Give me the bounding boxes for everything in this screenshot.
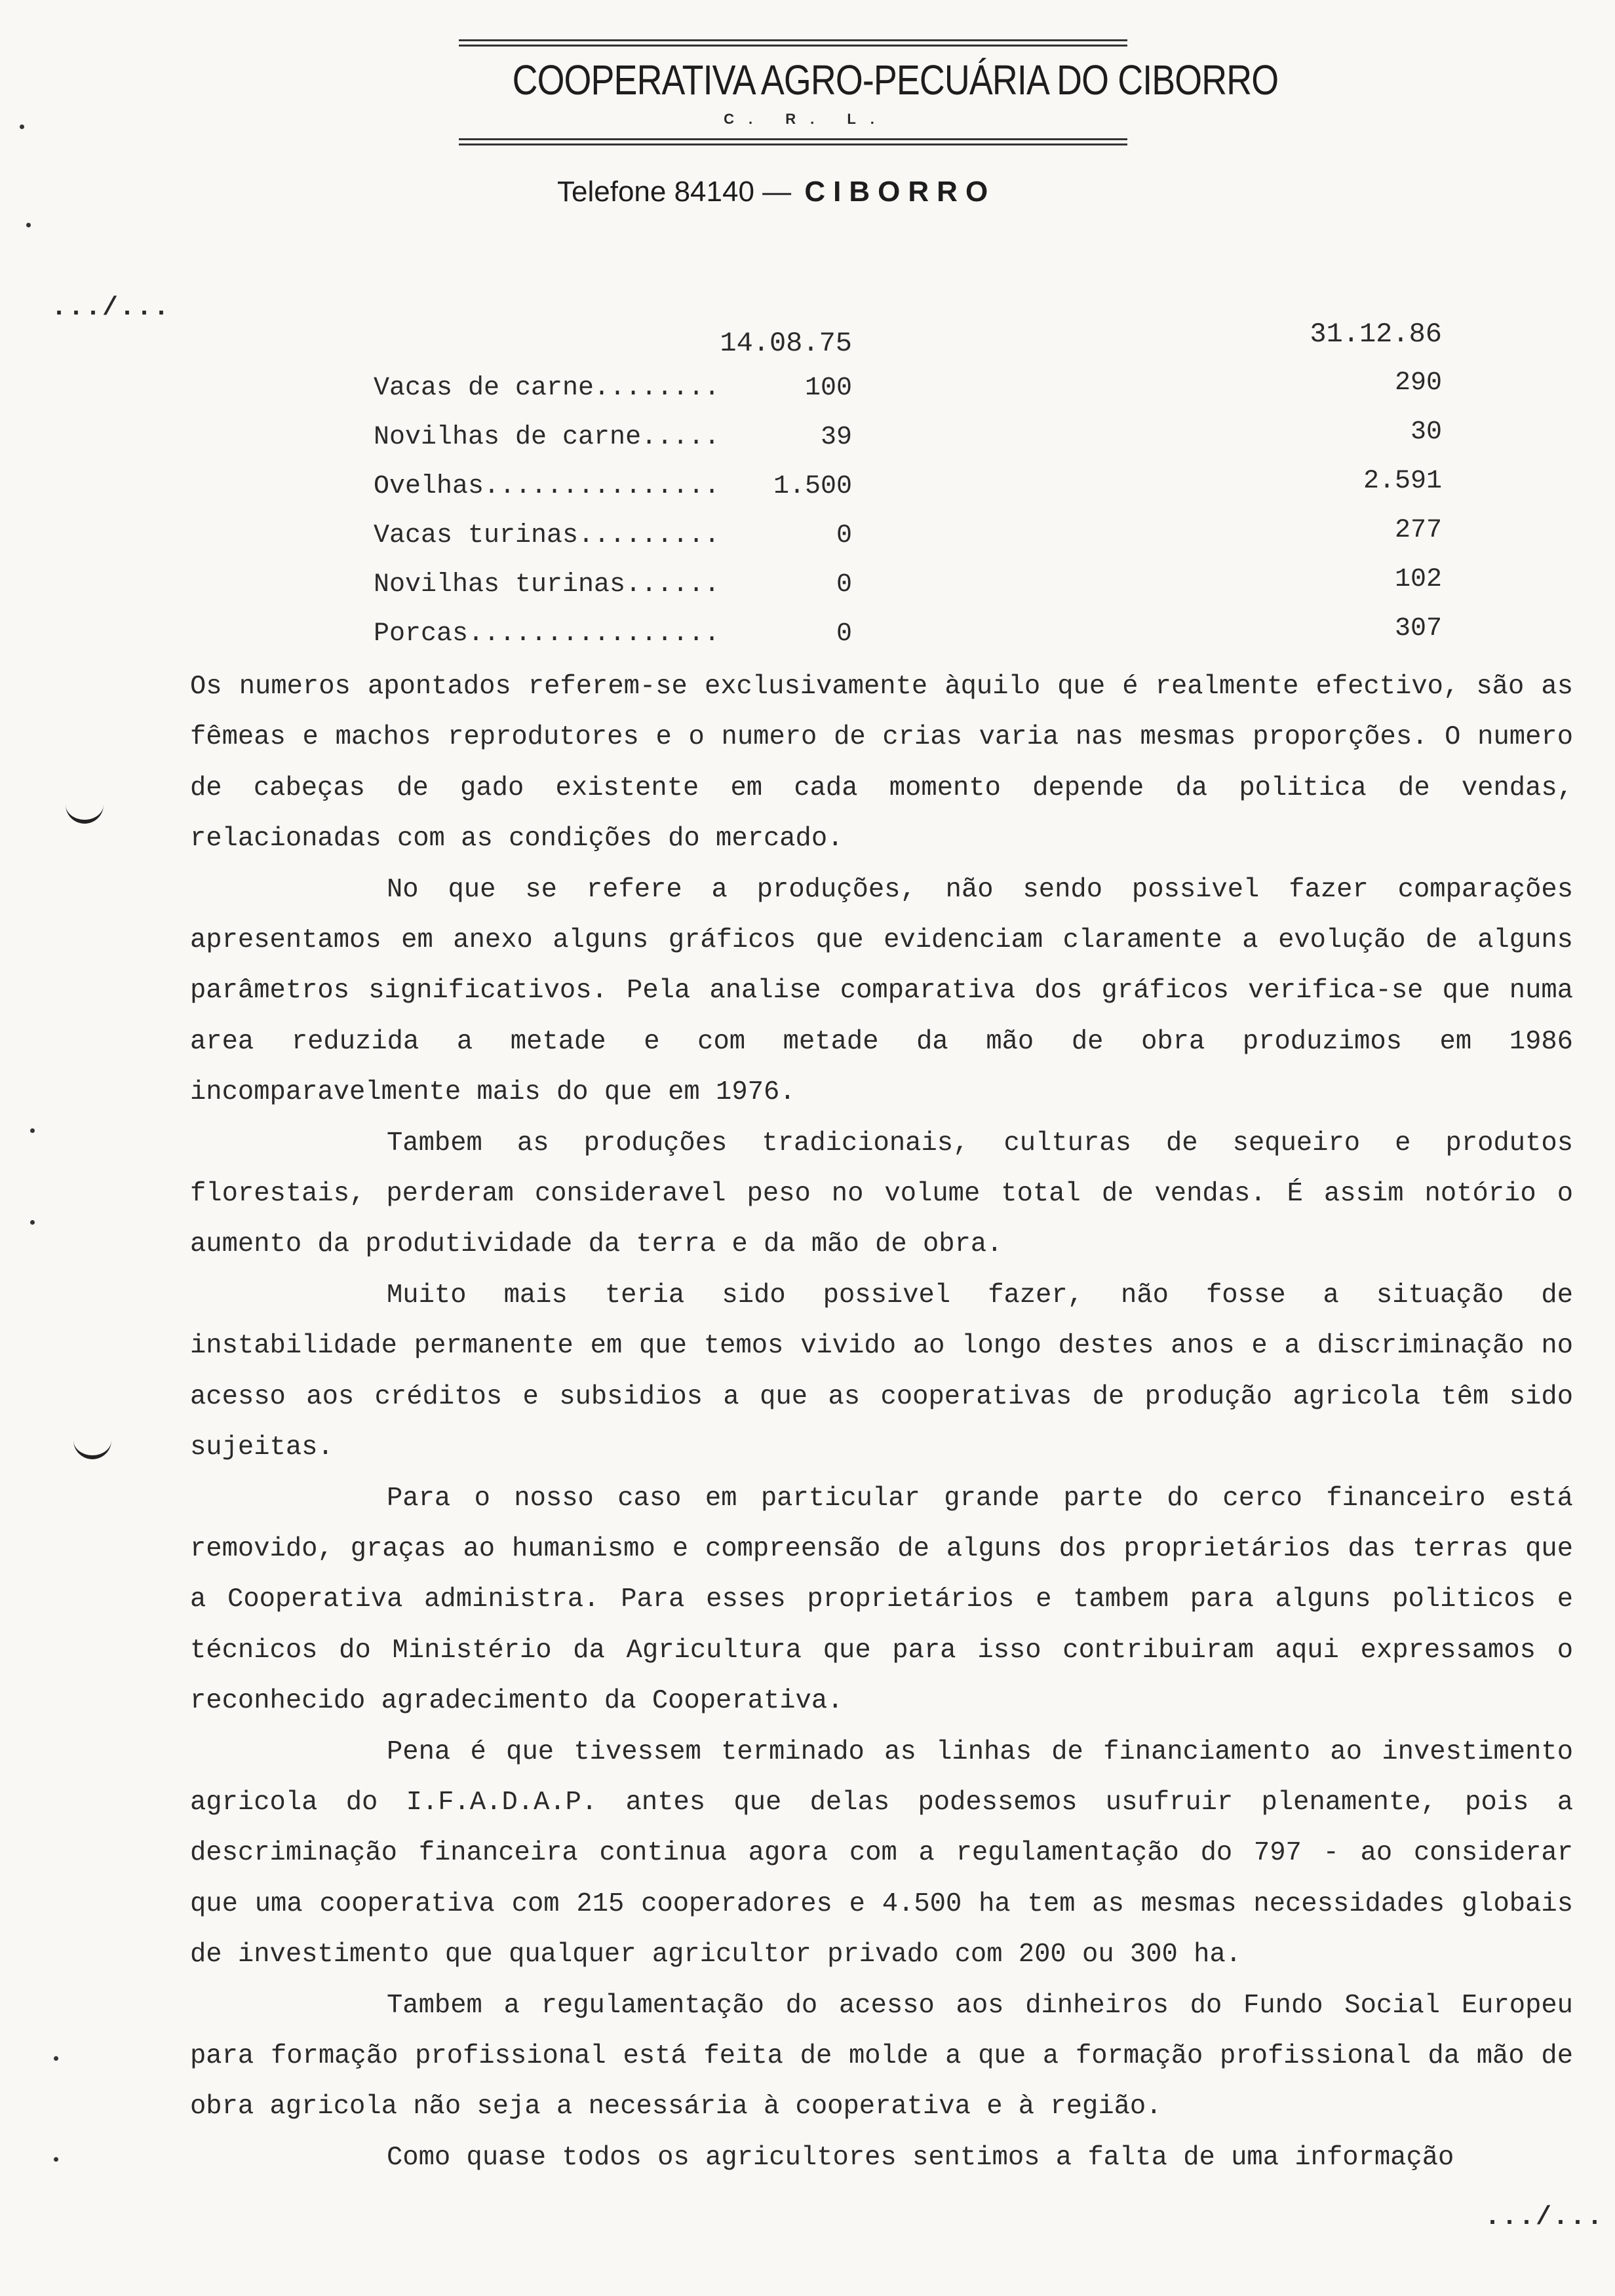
- livestock-value-1986: 277: [1394, 516, 1442, 545]
- speck: [30, 1220, 35, 1225]
- livestock-label: Vacas de carne........: [374, 373, 720, 403]
- livestock-label: Vacas turinas.........: [374, 521, 720, 550]
- livestock-value-1975: 0: [836, 570, 852, 600]
- phone-line: [557, 176, 996, 208]
- speck: [20, 124, 24, 129]
- livestock-label: Novilhas de carne.....: [374, 423, 720, 452]
- body-paragraph: Tambem a regulamentação do acesso aos dinheiros do Fundo Social Europeu para formação profissional está feita de molde a que a formação profissional da mão de obra agricola não seja a necessária à cooperativa e à região.: [190, 1990, 1573, 2122]
- speck: [54, 2056, 58, 2061]
- letterhead: [459, 39, 1279, 150]
- organization-name: COOPERATIVA AGRO-PECUÁRIA DO CIBORRO: [512, 56, 1279, 104]
- livestock-value-1986: 2.591: [1363, 467, 1442, 496]
- body-paragraph: Pena é que tivessem terminado as linhas de financiamento ao investimento agricola do I.F.A.D.A.P. antes que delas podessemos usufruir plenamente, pois a descriminação financeira continua agora com a regulamentação do 797 - ao considerar que uma cooperativa com 215 cooperadores e 4.500 ha tem as mesmas necessidades globais de investimento que qualquer agricultor privado com 200 ou 300 ha.: [190, 1736, 1573, 1970]
- body-paragraph: Para o nosso caso em particular grande parte do cerco financeiro está removido, graças ao humanismo e compreensão de alguns dos proprietários das terras que a Cooperativa administra. Para esses proprietários e tambem para alguns politicos e técnicos do Ministério da Agricultura que para isso contribuiram aqui expressamos o reconhecido agradecimento da Cooperativa.: [190, 1483, 1573, 1717]
- livestock-value-1975: 100: [804, 373, 852, 403]
- livestock-label: Porcas................: [374, 619, 720, 649]
- continuation-mark-bottom: .../...: [1485, 2203, 1605, 2232]
- body-paragraph: Tambem as produções tradicionais, culturas de sequeiro e produtos florestais, perderam consideravel peso no volume total de vendas. É assim notório o aumento da produtividade da terra e da mão de obra.: [190, 1128, 1573, 1260]
- speck: [26, 223, 31, 227]
- body-paragraph: Os numeros apontados referem-se exclusivamente àquilo que é realmente efectivo, são as fêmeas e machos reprodutores e o numero de crias varia nas mesmas proporções. O numero de cabeças de gado existente em cada momento depende da politica de vendas, relacionadas com as condições do mercado.: [190, 672, 1573, 854]
- livestock-value-1975: 1.500: [773, 472, 852, 501]
- livestock-value-1986: 307: [1394, 614, 1442, 643]
- livestock-value-1975: 0: [836, 619, 852, 649]
- place-name: CIBORRO: [804, 176, 996, 208]
- hole-punch-mark: [66, 803, 104, 824]
- phone-label: Telefone 84140 —: [557, 176, 792, 208]
- livestock-value-1986: 290: [1394, 368, 1442, 398]
- livestock-label: Novilhas turinas......: [374, 570, 720, 600]
- livestock-value-1986: 30: [1410, 417, 1442, 447]
- body-paragraph: Como quase todos os agricultores sentimos a falta de uma informação: [387, 2142, 1454, 2173]
- date-column-2: 31.12.86: [1310, 318, 1442, 350]
- body-paragraph: Muito mais teria sido possivel fazer, não fosse a situação de instabilidade permanente em que temos vivido ao longo destes anos e a discriminação no acesso aos créditos e subsidios a que as cooperativas de produção agricola têm sido sujeitas.: [190, 1280, 1573, 1463]
- hole-punch-mark: [73, 1438, 111, 1459]
- livestock-value-1975: 39: [820, 423, 852, 452]
- continuation-mark-top: .../...: [51, 294, 171, 323]
- livestock-label: Ovelhas...............: [374, 472, 720, 501]
- organization-legal-form: C. R. L.: [724, 111, 889, 127]
- livestock-value-1986: 102: [1394, 565, 1442, 594]
- header-bottom-rule: [459, 138, 1127, 145]
- date-column-1: 14.08.75: [720, 328, 852, 359]
- speck: [54, 2157, 58, 2162]
- letter-body: [190, 662, 1573, 2183]
- livestock-value-1975: 0: [836, 521, 852, 550]
- body-paragraph: No que se refere a produções, não sendo possivel fazer comparações apresentamos em anexo alguns gráficos que evidenciam claramente a evolução de alguns parâmetros significativos. Pela analise comparativa dos gráficos verifica-se que numa area reduzida a metade e com metade da mão de obra produzimos em 1986 incomparavelmente mais do que em 1976.: [190, 874, 1573, 1108]
- header-double-rule: [459, 39, 1127, 47]
- speck: [30, 1128, 35, 1133]
